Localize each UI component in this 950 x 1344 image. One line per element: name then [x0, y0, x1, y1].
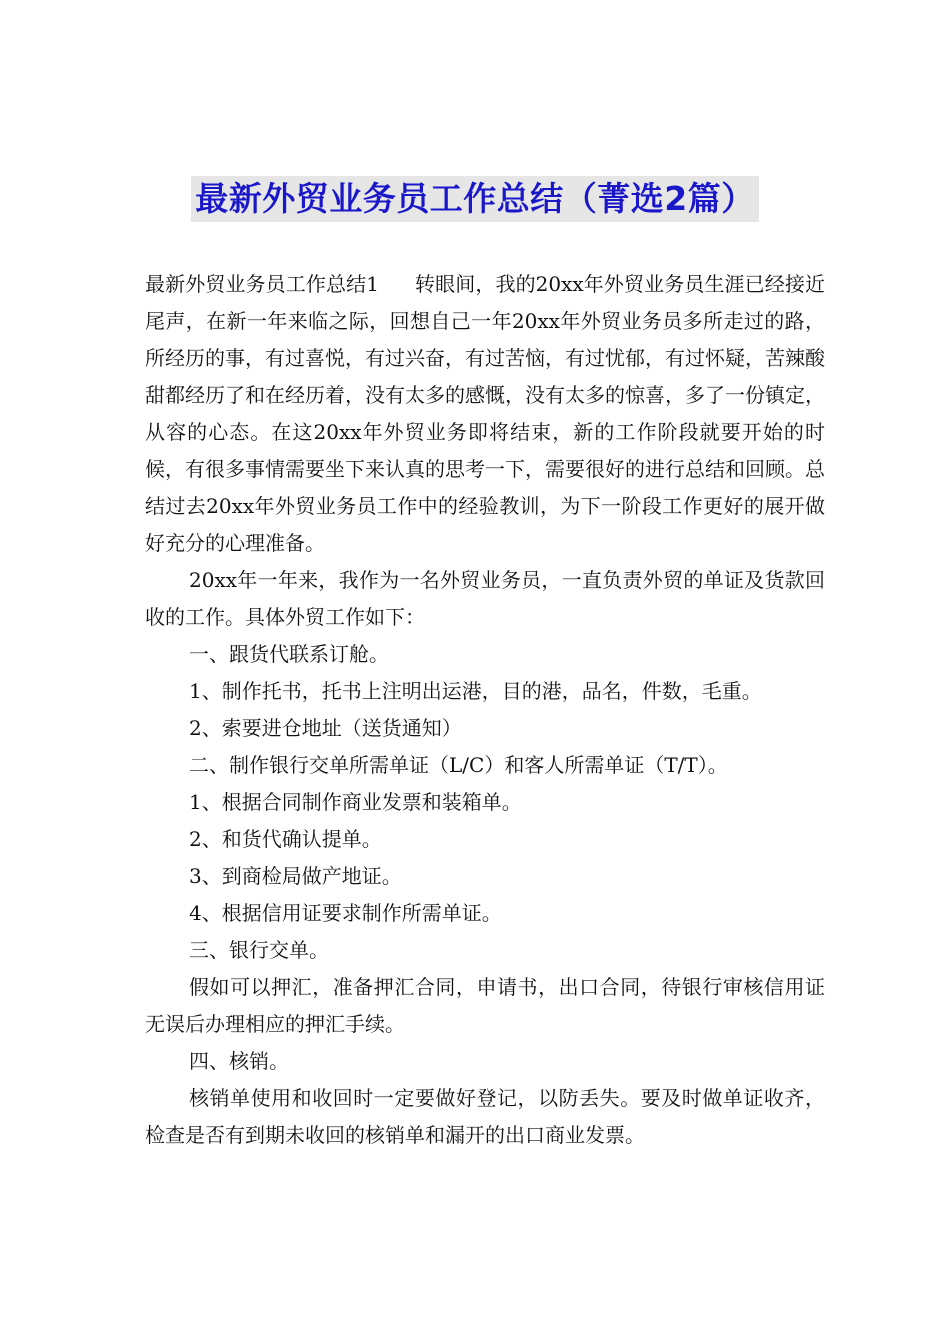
list-item: 4、根据信用证要求制作所需单证。: [189, 901, 502, 925]
list-item: 1、制作托书，托书上注明出运港，目的港，品名，件数，毛重。: [189, 679, 762, 703]
paragraph: 核销单使用和收回时一定要做好登记，以防丢失。要及时做单证收齐，检查是否有到期未收回的核销单和漏开的出口商业发票。: [145, 1086, 825, 1147]
paragraph: 假如可以押汇，准备押汇合同，申请书，出口合同，待银行审核信用证无误后办理相应的押汇手续。: [145, 975, 825, 1036]
document-body: [145, 266, 825, 1154]
list-item: 2、和货代确认提单。: [189, 827, 382, 851]
list-item: 1、根据合同制作商业发票和装箱单。: [189, 790, 522, 814]
section-heading: 一、跟货代联系订舱。: [189, 642, 389, 666]
paragraph: 20xx年一年来，我作为一名外贸业务员，一直负责外贸的单证及货款回收的工作。具体外贸工作如下：: [145, 568, 825, 629]
document-title: 最新外贸业务员工作总结（菁选2篇）: [191, 176, 758, 222]
list-item: 2、索要进仓地址（送货通知）: [189, 716, 462, 740]
list-item: 3、到商检局做产地证。: [189, 864, 402, 888]
intro-text: 转眼间，我的20xx年外贸业务员生涯已经接近尾声，在新一年来临之际，回想自己一年20xx年外贸业务员多所走过的路，所经历的事，有过喜悦，有过兴奋，有过苦恼，有过忧郁，有过怀疑，苦辣酸甜都经历了和在经历着，没有太多的感慨，没有太多的惊喜，多了一份镇定，从容的心态。在这20xx年外贸业务即将结束，新的工作阶段就要开始的时候，有很多事情需要坐下来认真的思考一下，需要很好的进行总结和回顾。总结过去20xx年外贸业务员工作中的经验教训，为下一阶段工作更好的展开做好充分的心理准备。: [145, 272, 825, 555]
intro-label: 最新外贸业务员工作总结1: [145, 272, 379, 296]
intro-paragraph: [145, 266, 825, 562]
section-heading: 三、银行交单。: [189, 938, 329, 962]
section-heading: 二、制作银行交单所需单证（L/C）和客人所需单证（T/T）。: [189, 753, 728, 777]
title-container: [0, 176, 950, 222]
section-heading: 四、核销。: [189, 1049, 289, 1073]
